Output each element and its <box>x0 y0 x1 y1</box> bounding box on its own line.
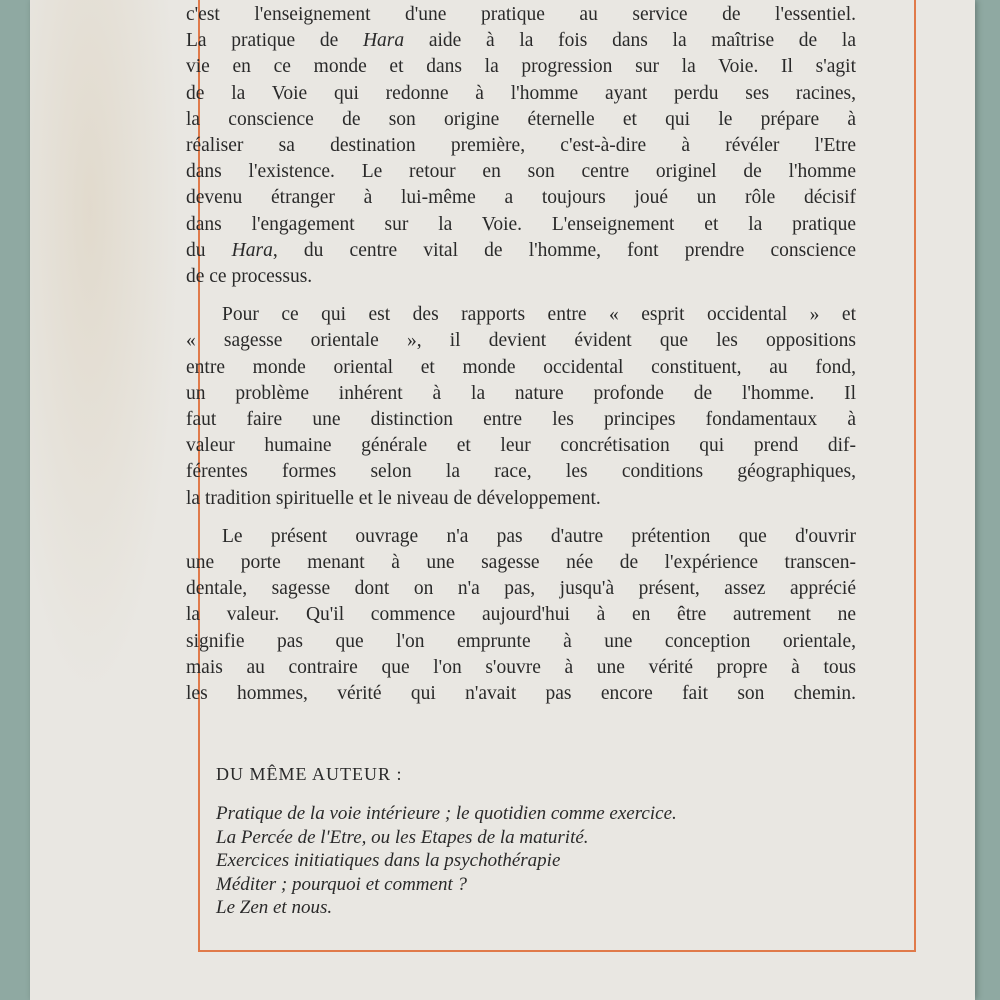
text-line: la valeur. Qu'il commence aujourd'hui à en être autrement ne <box>186 604 856 626</box>
text-line: de ce processus. <box>186 266 313 288</box>
hara-term: Hara <box>231 239 273 261</box>
same-author-heading: DU MÊME AUTEUR : <box>216 764 403 784</box>
text-line: dans l'existence. Le retour en son centre originel de l'homme <box>186 161 856 183</box>
paragraph-1 <box>186 2 856 290</box>
work-title: Exercices initiatiques dans la psychothérapie <box>216 850 561 871</box>
text-line: vie en ce monde et dans la progression sur la Voie. Il s'agit <box>186 56 856 78</box>
text-line: devenu étranger à lui-même a toujours joué un rôle décisif <box>186 187 856 209</box>
paragraph-2 <box>186 302 856 512</box>
text-line: valeur humaine générale et leur concrétisation qui prend dif- <box>186 435 856 457</box>
text-line: dans l'engagement sur la Voie. L'enseignement et la pratique <box>186 213 856 235</box>
text-line: La pratique de Hara aide à la fois dans la maîtrise de la <box>186 30 856 52</box>
work-title: Méditer ; pourquoi et comment ? <box>216 873 467 895</box>
same-author-works-list <box>216 802 856 920</box>
text-line: entre monde oriental et monde occidental constituent, au fond, <box>186 356 856 378</box>
work-title: Le Zen et nous. <box>216 897 333 918</box>
text-line: signifie pas que l'on emprunte à une conception orientale, <box>186 630 856 652</box>
text-line: férentes formes selon la race, les conditions géographiques, <box>186 461 856 483</box>
text-line: c'est l'enseignement d'une pratique au service de l'essentiel. <box>186 4 856 25</box>
work-title: La Percée de l'Etre, ou les Etapes de la maturité. <box>216 826 589 848</box>
text-line: réaliser sa destination première, c'est-à-dire à révéler l'Etre <box>186 135 856 157</box>
text-line: Pour ce qui est des rapports entre « esprit occidental » et <box>222 304 856 326</box>
text-line: une porte menant à une sagesse née de l'expérience transcen- <box>186 552 856 574</box>
text-line: les hommes, vérité qui n'avait pas encore fait son chemin. <box>186 683 856 705</box>
text-line: Le présent ouvrage n'a pas d'autre prétention que d'ouvrir <box>222 525 856 547</box>
paragraph-3 <box>186 524 856 707</box>
text-line: du Hara, du centre vital de l'homme, font prendre conscience <box>186 239 857 261</box>
hara-term: Hara <box>362 30 405 52</box>
work-title: Pratique de la voie intérieure ; le quotidien comme exercice. <box>216 803 677 824</box>
text-line: de la Voie qui redonne à l'homme ayant perdu ses racines, <box>186 82 856 104</box>
text-line: faut faire une distinction entre les principes fondamentaux à <box>186 409 856 431</box>
text-line: la tradition spirituelle et le niveau de développement. <box>186 487 601 509</box>
text-line: la conscience de son origine éternelle et qui le prépare à <box>186 108 856 130</box>
text-line: dentale, sagesse dont on n'a pas, jusqu'à présent, assez apprécié <box>186 578 856 600</box>
text-line: mais au contraire que l'on s'ouvre à une vérité propre à tous <box>186 656 856 678</box>
cover-text <box>186 0 856 707</box>
text-line: un problème inhérent à la nature profonde de l'homme. Il <box>186 382 856 404</box>
text-line: « sagesse orientale », il devient évident que les oppositions <box>186 330 856 352</box>
